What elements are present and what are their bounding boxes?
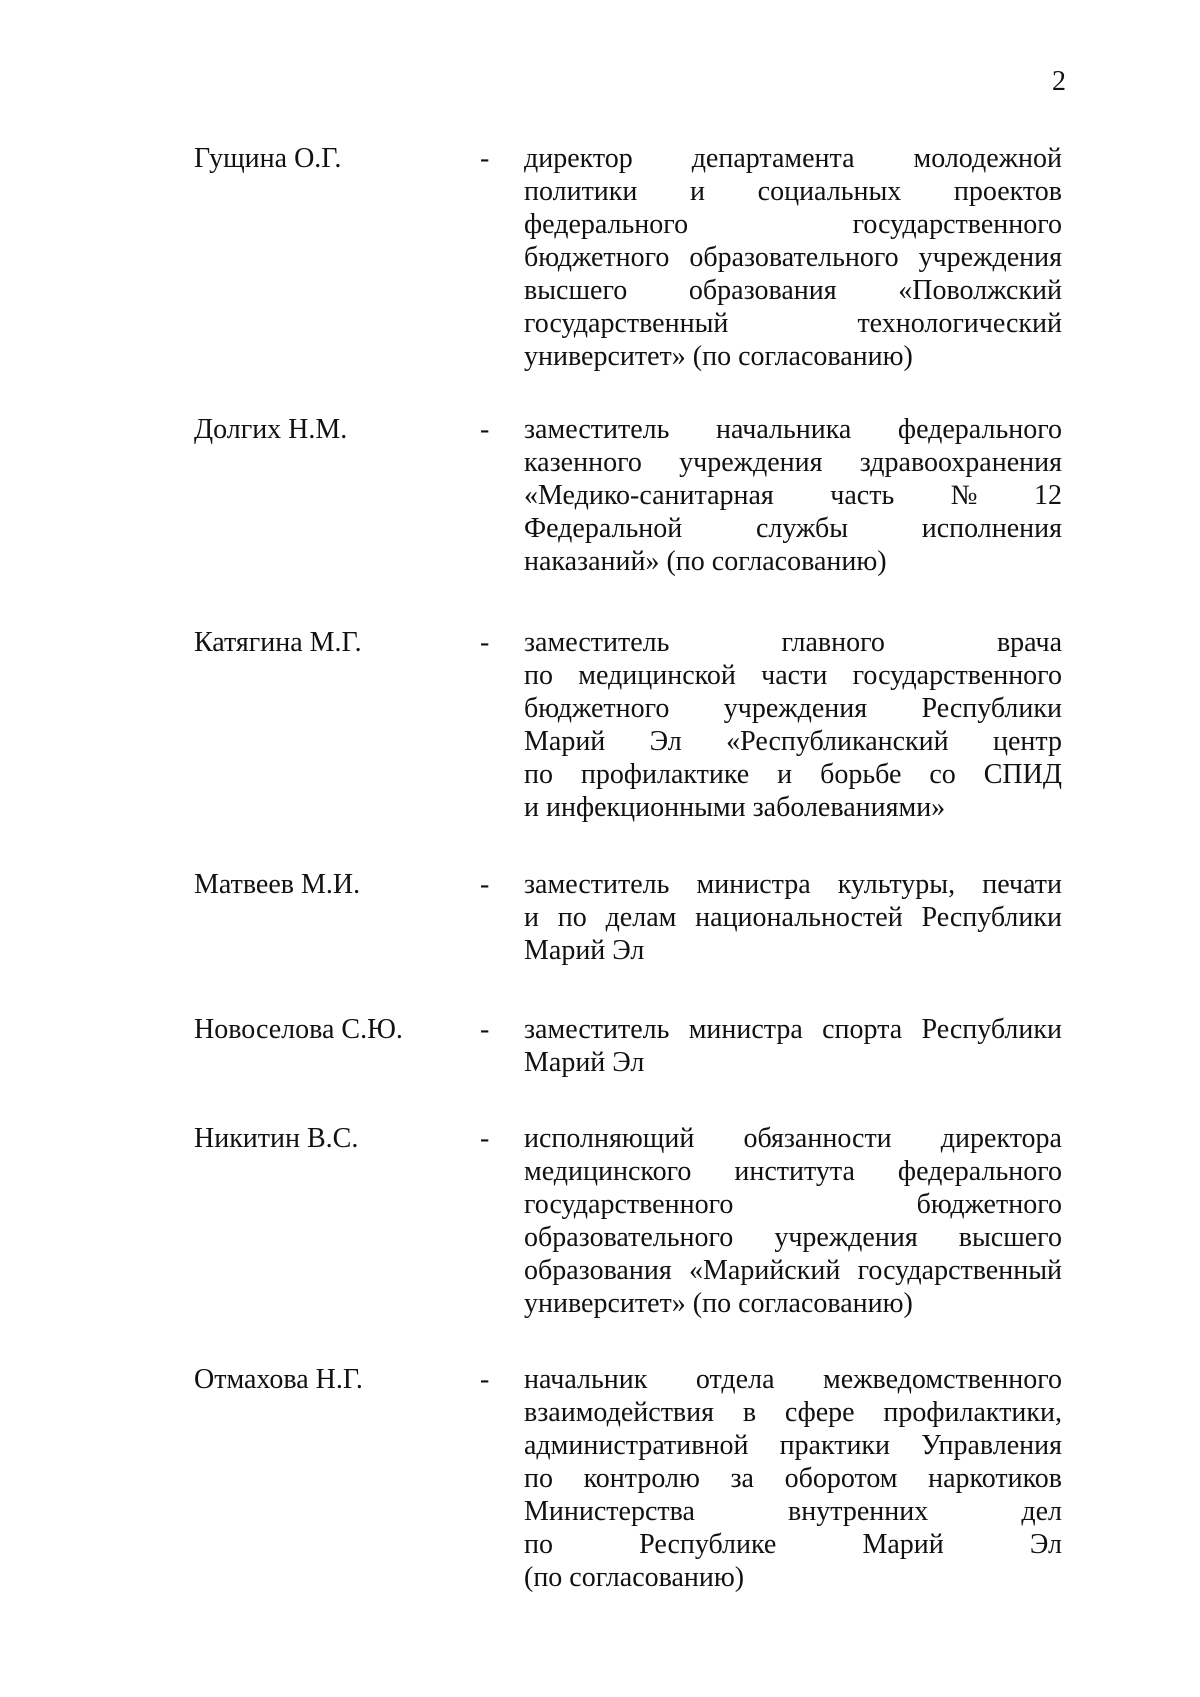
- position-text-line: высшего образования «Поволжский: [524, 275, 1062, 306]
- position-text-line: и по делам национальностей Республики: [524, 902, 1062, 933]
- separator-dash: -: [480, 627, 490, 658]
- position-text-line: директор департамента молодежной: [524, 143, 1062, 174]
- position-text-line: по профилактике и борьбе со СПИД: [524, 759, 1062, 790]
- separator-dash: -: [480, 869, 490, 900]
- position-text-line: наказаний» (по согласованию): [524, 546, 887, 577]
- separator-dash: -: [480, 143, 490, 174]
- separator-dash: -: [480, 1364, 490, 1395]
- position-text-line: заместитель министра спорта Республики: [524, 1014, 1062, 1045]
- position-text-line: заместитель министра культуры, печати: [524, 869, 1062, 900]
- member-name: Гущина О.Г.: [194, 143, 342, 174]
- position-text-line: образовательного учреждения высшего: [524, 1222, 1062, 1253]
- position-text-line: медицинского института федерального: [524, 1156, 1062, 1187]
- position-text-line: бюджетного образовательного учреждения: [524, 242, 1062, 273]
- member-position: [524, 1013, 1062, 1079]
- separator-dash: -: [480, 414, 490, 445]
- page-number: 2: [1052, 66, 1066, 97]
- list-item: [194, 413, 1074, 578]
- list-item: [194, 1013, 1074, 1079]
- position-text-line: бюджетного учреждения Республики: [524, 693, 1062, 724]
- position-text-line: государственный технологический: [524, 308, 1062, 339]
- list-item: [194, 1363, 1074, 1594]
- separator-dash: -: [480, 1123, 490, 1154]
- position-text-line: «Медико-санитарная часть № 12: [524, 480, 1062, 511]
- member-position: [524, 142, 1062, 373]
- position-text-line: государственного бюджетного: [524, 1189, 1062, 1220]
- member-name: Никитин В.С.: [194, 1123, 359, 1154]
- list-item: [194, 626, 1074, 824]
- position-text-line: по Республике Марий Эл: [524, 1529, 1062, 1560]
- position-text-line: заместитель главного врача: [524, 627, 1062, 658]
- member-name: Матвеев М.И.: [194, 869, 361, 900]
- position-text-line: университет» (по согласованию): [524, 341, 913, 372]
- member-name: Долгих Н.М.: [194, 414, 348, 445]
- position-text-line: заместитель начальника федерального: [524, 414, 1062, 445]
- position-text-line: (по согласованию): [524, 1562, 745, 1593]
- position-text-line: казенного учреждения здравоохранения: [524, 447, 1062, 478]
- position-text-line: политики и социальных проектов: [524, 176, 1062, 207]
- member-position: [524, 1122, 1062, 1320]
- member-name: Новоселова С.Ю.: [194, 1014, 403, 1045]
- position-text-line: по медицинской части государственного: [524, 660, 1062, 691]
- position-text-line: федерального государственного: [524, 209, 1062, 240]
- position-text-line: по контролю за оборотом наркотиков: [524, 1463, 1062, 1494]
- list-item: [194, 142, 1074, 373]
- position-text-line: университет» (по согласованию): [524, 1288, 913, 1319]
- member-position: [524, 413, 1062, 578]
- position-text-line: взаимодействия в сфере профилактики,: [524, 1397, 1062, 1428]
- position-text-line: исполняющий обязанности директора: [524, 1123, 1062, 1154]
- member-name: Отмахова Н.Г.: [194, 1364, 363, 1395]
- position-text-line: начальник отдела межведомственного: [524, 1364, 1062, 1395]
- member-position: [524, 626, 1062, 824]
- position-text-line: и инфекционными заболеваниями»: [524, 792, 946, 823]
- list-item: [194, 1122, 1074, 1320]
- member-position: [524, 868, 1062, 967]
- position-text-line: Федеральной службы исполнения: [524, 513, 1062, 544]
- position-text-line: Марий Эл: [524, 935, 645, 966]
- position-text-line: Министерства внутренних дел: [524, 1496, 1062, 1527]
- members-list: [194, 142, 1074, 1594]
- list-item: [194, 868, 1074, 967]
- member-name: Катягина М.Г.: [194, 627, 362, 658]
- separator-dash: -: [480, 1014, 490, 1045]
- member-position: [524, 1363, 1062, 1594]
- position-text-line: образования «Марийский государственный: [524, 1255, 1062, 1286]
- position-text-line: Марий Эл: [524, 1047, 645, 1078]
- position-text-line: Марий Эл «Республиканский центр: [524, 726, 1062, 757]
- position-text-line: административной практики Управления: [524, 1430, 1062, 1461]
